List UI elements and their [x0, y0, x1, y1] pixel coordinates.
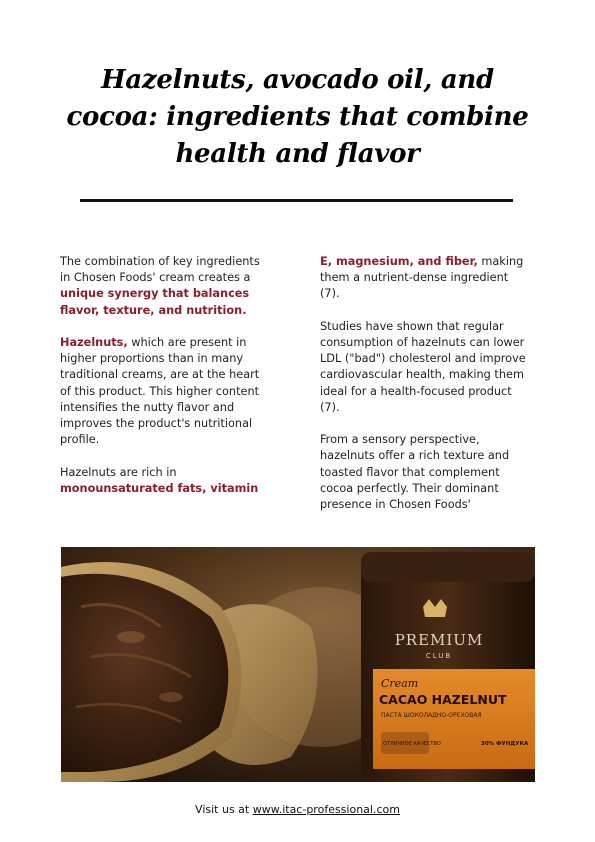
title-divider — [80, 199, 513, 202]
highlight-text: unique synergy that balances flavor, texture, and nutrition. — [60, 287, 250, 317]
jar-label-line3: ПАСТА ШОКОЛАДНО-ОРЕХОВАЯ — [381, 712, 482, 719]
jar-subbrand: CLUB — [425, 652, 453, 660]
jar-badge-percent: 30% ФУНДУКА — [481, 741, 529, 747]
body-text: Studies have shown that regular consumption of hazelnuts can lower LDL ("bad") cholesterol and improve cardiovascular health, making them ideal for a health-focused product (7). — [320, 319, 526, 414]
right-column — [320, 254, 528, 529]
body-text: making them a nutrient-dense ingredient (7). — [320, 255, 524, 301]
product-photo — [61, 547, 535, 782]
paragraph — [320, 432, 528, 513]
page-title: Hazelnuts, avocado oil, and cocoa: ingredients that combine health and flavor — [66, 65, 529, 169]
jar-label-line2: CACAO HAZELNUT — [379, 692, 507, 707]
paragraph — [320, 254, 528, 303]
footer — [0, 803, 595, 816]
body-text: which are present in higher proportions than in many traditional creams, are at the heart of this product. This higher content intensifies the nutty flavor and improves the product's nutritional profile. — [60, 336, 260, 447]
footer-prefix: Visit us at — [195, 803, 253, 816]
body-text: The combination of key ingredients in Chosen Foods' cream creates a — [60, 255, 260, 285]
highlight-text: E, magnesium, and fiber, — [320, 255, 478, 268]
jar-label-line1: Cream — [381, 677, 419, 690]
body-text: From a sensory perspective, hazelnuts offer a rich texture and toasted flavor that complement cocoa perfectly. Their dominant presence in Chosen Foods' — [320, 433, 510, 512]
paragraph — [320, 319, 528, 416]
paragraph — [60, 465, 268, 497]
jar-badge-quality: ОТЛИЧНОЕ КАЧЕСТВО — [383, 741, 441, 747]
paragraph — [60, 335, 268, 448]
body-text: Hazelnuts are rich in — [60, 465, 177, 479]
highlight-text: monounsaturated fats, vitamin — [60, 481, 259, 495]
paragraph — [60, 254, 268, 319]
highlight-text: Hazelnuts, — [60, 336, 128, 349]
jar-brand: PREMIUM — [394, 631, 484, 649]
left-column — [60, 254, 268, 513]
website-link[interactable]: www.itac-professional.com — [252, 803, 400, 816]
